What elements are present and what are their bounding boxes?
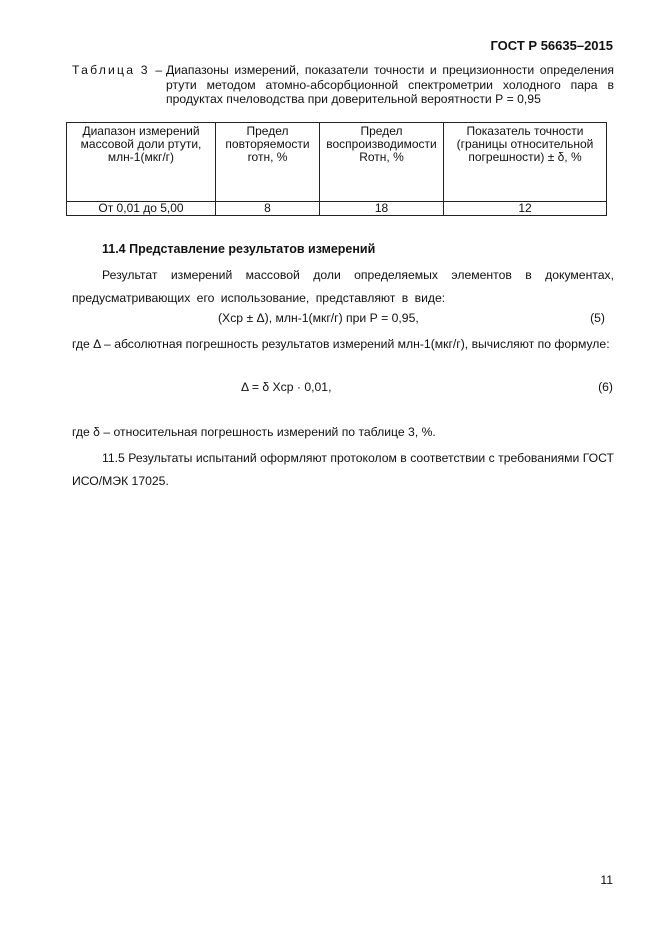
paragraph-delta: где Δ – абсолютная погрешность результатов измерений млн-1(мкг/г), вычисляют по формуле: bbox=[72, 337, 610, 351]
paragraph-delta-relative: где δ – относительная погрешность измерений по таблице 3, %. bbox=[72, 425, 436, 439]
page-number: 11 bbox=[600, 873, 613, 887]
document-header: ГОСТ Р 56635–2015 bbox=[490, 38, 613, 53]
formula-5: (Хср ± Δ), млн-1(мкг/г) при Р = 0,95, bbox=[218, 311, 419, 325]
formula-6: Δ = δ Хср · 0,01, bbox=[241, 380, 332, 394]
formula-5-number: (5) bbox=[590, 311, 605, 325]
data-table bbox=[66, 122, 607, 216]
formula-6-number: (6) bbox=[598, 380, 613, 394]
header-cell-accuracy: Показатель точности (границы относительной погрешности) ± δ, % bbox=[444, 123, 607, 202]
table-row bbox=[67, 202, 607, 216]
paragraph-protocol: 11.5 Результаты испытаний оформляют протоколом в соответствии с требованиями ГОСТ ИСО/МЭК 17025. bbox=[72, 451, 614, 488]
header-cell-repeatability: Предел повторяемости rотн, % bbox=[216, 123, 320, 202]
table-caption-text: Диапазоны измерений, показатели точности и прецизионности определения ртути методом атомно-абсорбционной спектрометрии холодного пара в продуктах пчеловодства при доверительной вероятности Р = 0,95 bbox=[166, 63, 614, 106]
table-cell: 18 bbox=[320, 202, 444, 216]
table-cell: 8 bbox=[216, 202, 320, 216]
table-cell: От 0,01 до 5,00 bbox=[67, 202, 216, 216]
paragraph-result: Результат измерений массовой доли определяемых элементов в документах, предусматривающих его использование, представляют в виде: bbox=[72, 268, 614, 305]
table-header-row bbox=[67, 123, 607, 202]
table-cell: 12 bbox=[444, 202, 607, 216]
table-caption-prefix: Таблица 3 – bbox=[72, 63, 165, 77]
section-heading: 11.4 Представление результатов измерений bbox=[102, 242, 376, 256]
table-caption bbox=[72, 63, 614, 107]
header-cell-reproducibility: Предел воспроизводимости Rотн, % bbox=[320, 123, 444, 202]
header-cell-range: Диапазон измерений массовой доли ртути, млн-1(мкг/г) bbox=[67, 123, 216, 202]
